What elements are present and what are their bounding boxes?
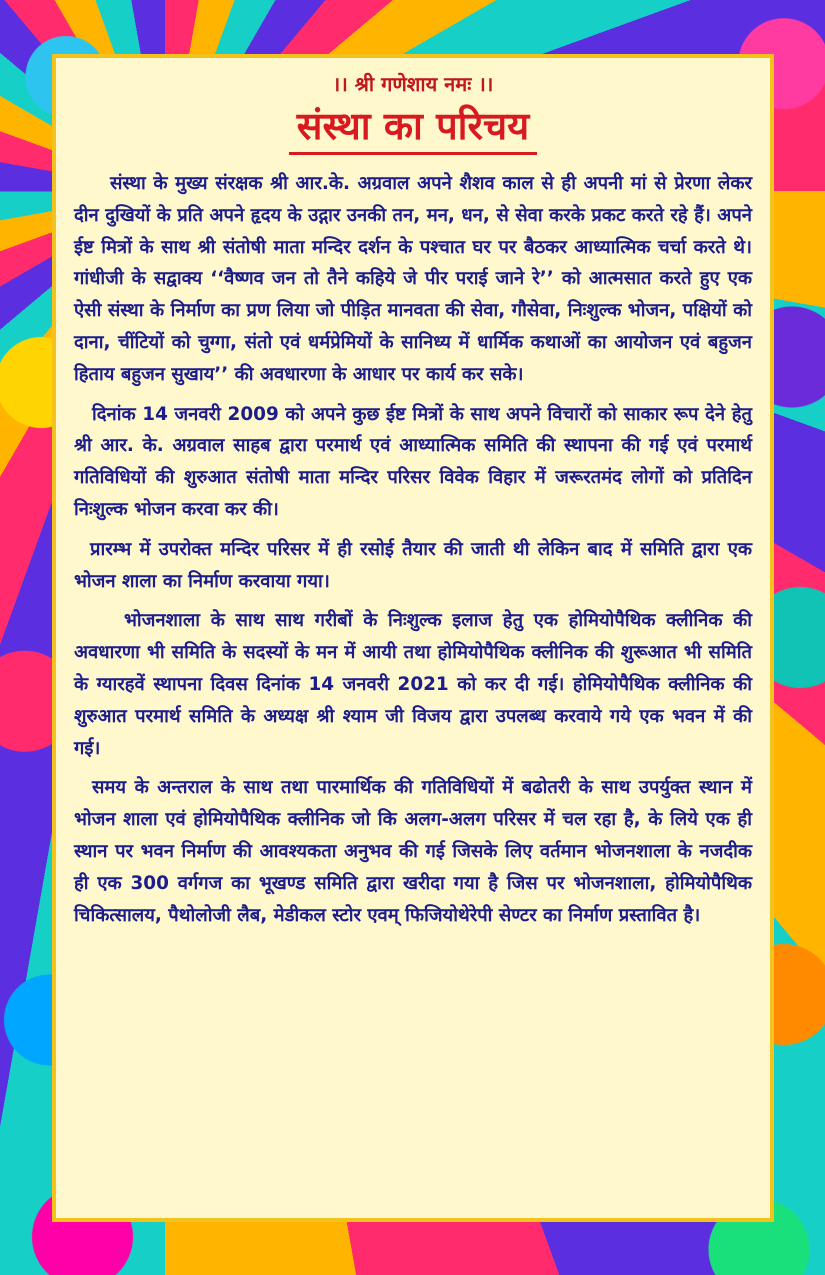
paragraph-2: दिनांक 14 जनवरी 2009 को अपने कुछ ईष्ट मित्रों के साथ अपने विचारों को साकार रूप देने हेतु श्री आर. के. अग्रवाल साहब द्वारा परमार्थ एवं आध्यात्मिक समिति की स्थापना की गई एवं परमार्थ गतिविधियों की शुरुआत संतोषी माता मन्दिर परिसर विवेक विहार में जरूरतमंद लोगों को प्रतिदिन निःशुल्क भोजन करवा कर की। [74, 403, 752, 520]
paragraph-3: प्रारम्भ में उपरोक्त मन्दिर परिसर में ही रसोई तैयार की जाती थी लेकिन बाद में समिति द्वारा एक भोजन शाला का निर्माण करवाया गया। [74, 538, 752, 592]
paragraph-5: समय के अन्तराल के साथ तथा पारमार्थिक की गतिविधियों में बढोतरी के साथ उपर्युक्त स्थान में भोजन शाला एवं होमियोपैथिक क्लीनिक जो कि अलग-अलग परिसर में चल रहा है, के लिये एक ही स्थान पर भवन निर्माण की आवश्यकता अनुभव की गई जिसके लिए वर्तमान भोजनशाला के नजदीक ही एक 300 वर्गगज का भूखण्ड समिति द्वारा खरीदा गया है जिस पर भोजनशाला, होमियोपैथिक चिकित्सालय, पैथोलोजी लैब, मेडीकल स्टोर एवम् फिजियोथेरेपी सेण्टर का निर्माण प्रस्तावित है। [74, 777, 752, 926]
paragraph-1: संस्था के मुख्य संरक्षक श्री आर.के. अग्रवाल अपने शैशव काल से ही अपनी मां से प्रेरणा लेकर दीन दुखियों के प्रति अपने हृदय के उद्गार उनकी तन, मन, धन, से सेवा करके प्रकट करते रहे हैं। अपने ईष्ट मित्रों के साथ श्री संतोषी माता मन्दिर दर्शन के पश्चात घर पर बैठकर आध्यात्मिक चर्चा करते थे। गांधीजी के सद्वाक्य ‘‘वैष्णव जन तो तैने कहिये जे पीर पराई जाने रे’’ को आत्मसात करते हुए एक ऐसी संस्था के निर्माण का प्रण लिया जो पीड़ित मानवता की सेवा, गौसेवा, निःशुल्क भोजन, पक्षियों को दाना, चींटियों को चुग्गा, संतो एवं धर्मप्रेमियों के सानिध्य में धार्मिक कथाओं का आयोजन एवं बहुजन हिताय बहुजन सुखाय’’ की अवधारणा के आधार पर कार्य कर सके। [74, 173, 752, 385]
content-panel [52, 54, 774, 1222]
body-text [74, 168, 752, 939]
page-title-text: संस्था का परिचय [289, 102, 537, 155]
paragraph-4: भोजनशाला के साथ साथ गरीबों के निःशुल्क इलाज हेतु एक होमियोपैथिक क्लीनिक की अवधारणा भी समिति के सदस्यों के मन में आयी तथा होमियोपैथिक क्लीनिक की शुरूआत भी समिति के ग्यारहवें स्थापना दिवस दिनांक 14 जनवरी 2021 को कर दी गई। होमियोपैथिक क्लीनिक की शुरुआत परमार्थ समिति के अध्यक्ष श्री श्याम जी विजय द्वारा उपलब्ध करवाये गये एक भवन में की गई। [74, 610, 752, 759]
invocation-line: ।। श्री गणेशाय नमः ।। [332, 72, 494, 96]
page-title [56, 102, 770, 155]
